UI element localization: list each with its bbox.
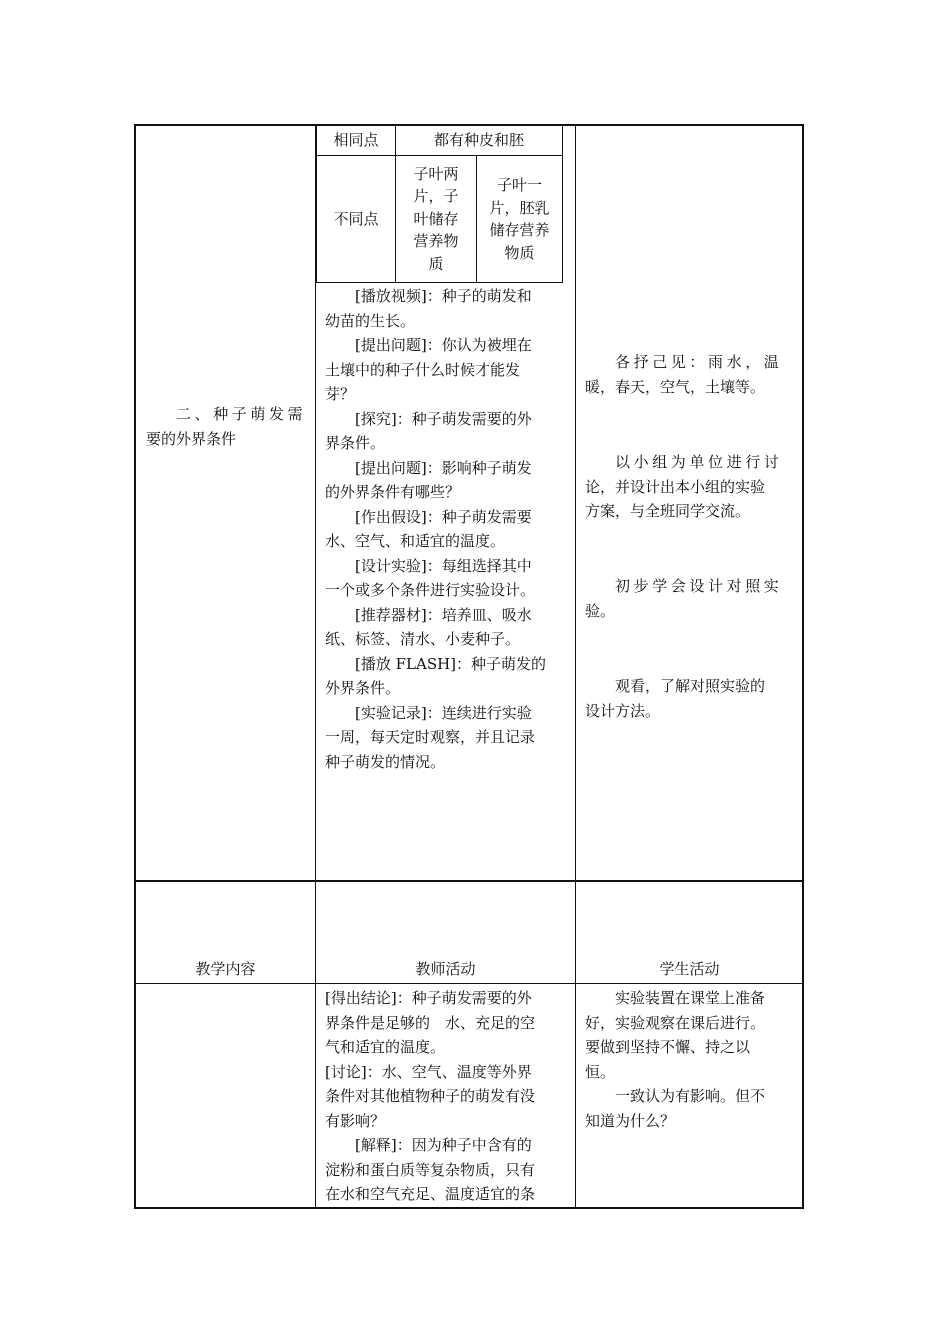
teacher-paragraph: [讨论]：水、空气、温度等外界 条件对其他植物种子的萌发有没 有影响？ [325,1062,536,1130]
diff-monocot-line: 子叶一 [496,176,542,194]
teacher-paragraph: [播放视频]：种子的萌发和 幼苗的生长。 [325,287,532,330]
diff-monocot-cell [477,156,563,283]
section2-teacher-activities [325,986,571,1207]
student-paragraph-2: 以小组为单位进行讨 论，并设计出本小组的实验 方案，与全班同学交流。 [585,453,783,520]
teacher-paragraph: [推荐器材]：培养皿、吸水 纸、标签、清水、小麦种子。 [325,605,532,648]
diff-dicot-line: 片，子 [413,187,459,206]
teacher-paragraph: [解释]：因为种子中含有的 淀粉和蛋白质等复杂物质，只有 在水和空气充足、温度适宜的条 [325,1136,536,1203]
student-paragraph-4: 观看，了解对照实验的 设计方法。 [585,677,766,720]
diff-label-cell: 不同点 [317,156,396,283]
teacher-paragraph: [提出问题]：影响种子萌发 的外界条件有哪些？ [325,458,532,501]
section2-student-activities [585,986,799,1133]
column-divider-1 [315,125,316,1208]
header-content: 教学内容 [195,960,256,978]
teacher-paragraph: [设计实验]：每组选择其中 一个或多个条件进行实验设计。 [325,556,536,599]
diff-dicot-line: 营养物 [413,232,459,251]
diff-dicot-cell [396,156,477,283]
teacher-paragraph: [得出结论]：种子萌发需要的外 界条件是足够的 水、充足的空 气和适宜的温度。 [325,989,536,1056]
diff-monocot-line: 物质 [504,243,535,262]
diff-dicot-line: 质 [428,254,444,273]
row-divider-2 [135,983,803,984]
row-divider-1 [135,880,803,882]
same-label-cell: 相同点 [317,126,396,156]
teacher-paragraph: [播放 FLASH]：种子萌发的 外界条件。 [325,654,547,697]
student-paragraph-3: 初步学会设计对照实 验。 [585,577,783,620]
student-paragraph: 一致认为有影响。但不 知道为什么？ [585,1087,766,1130]
content-line: 二、种子萌发需 [176,405,307,423]
same-value-cell: 都有种皮和胚 [396,126,563,156]
diff-dicot-line: 子叶两 [413,164,459,183]
teacher-paragraph: [作出假设]：种子萌发需要 水、空气、和适宜的温度。 [325,507,532,550]
diff-monocot-line: 储存营养 [489,221,550,239]
teacher-paragraph: [实验记录]：连续进行实验 一周，每天定时观察，并且记录 种子萌发的情况。 [325,703,536,771]
header-student: 学生活动 [659,960,720,978]
comparison-table [316,125,563,283]
section1-teacher-activities [325,284,571,774]
diff-monocot-line: 片，胚乳 [489,198,550,217]
student-paragraph-1: 各抒己见：雨水，温 暖，春天，空气，土壤等。 [585,353,783,396]
teacher-paragraph: [探究]：种子萌发需要的外 界条件。 [325,409,532,452]
student-paragraph: 实验装置在课堂上准备 好，实验观察在课后进行。 要做到坚持不懈、持之以 恒。 [585,989,766,1081]
diff-dicot-line: 叶储存 [413,209,459,228]
header-teacher: 教师活动 [415,960,476,978]
section1-content [146,402,310,451]
teacher-paragraph: [提出问题]：你认为被埋在 土壤中的种子什么时候才能发 芽？ [325,336,532,403]
content-line: 要的外界条件 [146,429,237,448]
column-divider-2 [575,125,576,1208]
